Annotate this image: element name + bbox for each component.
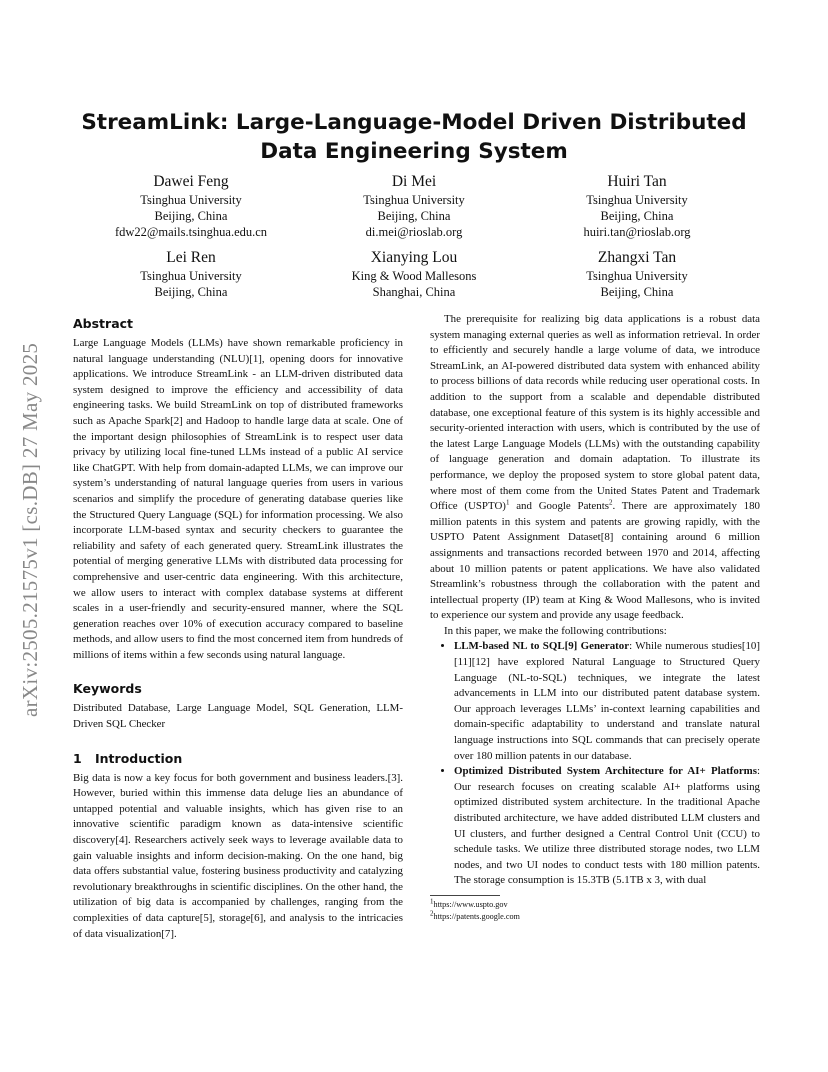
footnote-mark[interactable]: 1	[505, 498, 510, 507]
author-name: Xianying Lou	[370, 249, 458, 266]
paragraph-contributions-intro: In this paper, we make the following contributions:	[444, 624, 667, 637]
keywords-heading: Keywords	[73, 681, 142, 697]
author-affiliation: Tsinghua University	[140, 269, 242, 283]
author-location: Beijing, China	[154, 285, 228, 299]
contribution-text: : Our research focuses on creating scalable AI+ platforms using optimized distributed system architecture. In the traditional Apache distributed architecture, we have added distributed LLM clusters and UI clusters, and further designed a Central Control Unit (CCU) to schedule tasks. We utilize three distributed storage nodes, two LLM nodes, and two UI nodes to conduct tests with 180 million patents. The storage consumption is 15.3TB (5.1TB x 3, with dual	[454, 765, 760, 887]
author-name: Lei Ren	[166, 249, 216, 266]
list-item	[454, 639, 760, 764]
paper-title: StreamLink: Large-Language-Model Driven Distributed Data Engineering System	[81, 110, 747, 164]
paragraph-text: The prerequisite for realizing big data applications is a robust data system managing external queries as well as information retrieval. In order to efficiently and securely handle a large volume of data, we introduce StreamLink, an AI-powered distributed data system with enhanced ability to process billions of data records while reducing user operational costs. In addition to the support from a scalable and dependable distributed database, one exceptional feature of this system is its highly accessible and security-oriented interaction with users, which is contributed by the use of the latest Large Language Models (LLMs) with the outstanding capability of language generation and domain adaptation. To illustrate its performance, we deploy the proposed system to store global patent data, where most of them come from the United States Patent and Trademark Office (USPTO)	[430, 313, 760, 513]
author-card	[80, 248, 302, 300]
footnote-link[interactable]: https://patents.google.com	[433, 911, 520, 921]
author-card	[303, 172, 525, 240]
left-column	[73, 312, 403, 942]
introduction-heading	[73, 751, 403, 767]
author-location: Beijing, China	[600, 209, 674, 223]
author-email: huiri.tan@rioslab.org	[583, 225, 691, 239]
section-number: 1	[73, 750, 82, 766]
author-name: Zhangxi Tan	[597, 249, 677, 266]
author-row-1	[80, 172, 748, 240]
section-title: Introduction	[95, 750, 183, 766]
footnote	[430, 911, 760, 923]
abstract-text: Large Language Models (LLMs) have shown remarkable proficiency in natural language understanding (NLU)[1], opening doors for innovative applications. We introduce StreamLink - an LLM-driven distributed data system designed to improve the efficiency and accessibility of data engineering tasks. We build StreamLink on top of distributed frameworks such as Apache Spark[2] and Hadoop to handle large data at scale. One of the important design philosophies of StreamLink is to respect user data privacy by utilizing local fine-tuned LLMs instead of a public AI service like ChatGPT. With help from domain-adapted LLMs, we can improve our system’s understanding of natural language queries from users in various scenarios and simplify the procedure of generating database queries like the Structured Query Language (SQL) for information processing. We also incorporate LLM-based syntax and security checkers to guarantee the reliability and safety of each generated query. StreamLink illustrates the potential of merging generative LLMs with distributed data processing for comprehensive and user-centric data engineering. With this architecture, we allow users to interact with complex database systems at different scales in a user-friendly and security-ensured manner, where the SQL generation reaches over 10% of execution accuracy compared to baseline methods, and allow users to find the most concerned item from hundreds of millions of items within a few seconds using natural language.	[73, 337, 403, 661]
author-card	[526, 172, 748, 240]
author-location: Beijing, China	[600, 285, 674, 299]
contributions-list	[430, 639, 760, 889]
paragraph-text: and Google Patents	[509, 500, 609, 513]
author-card	[526, 248, 748, 300]
contribution-label: Optimized Distributed System Architecture for AI+ Platforms	[454, 765, 757, 778]
author-email: di.mei@rioslab.org	[365, 225, 463, 239]
arxiv-identifier: arXiv:2505.21575v1 [cs.DB] 27 May 2025	[18, 342, 42, 718]
author-block	[80, 172, 748, 308]
author-affiliation: Tsinghua University	[586, 269, 688, 283]
footnote-number: 1	[430, 897, 434, 906]
author-affiliation: Tsinghua University	[586, 193, 688, 207]
author-affiliation: King & Wood Mallesons	[351, 269, 477, 283]
author-location: Beijing, China	[377, 209, 451, 223]
footnote-mark[interactable]: 2	[608, 498, 613, 507]
author-name: Dawei Feng	[153, 173, 229, 190]
footnote-number: 2	[430, 909, 434, 918]
paragraph-text: . There are approximately 180 million patents in this system and patents are growing rapidly, with the USPTO Patent Assignment Dataset[8] containing around 6 million assignments and transactions recorded between 1970 and 2014, affecting about 10 million patents or patent applications. We have also validated Streamlink’s robustness through the collaboration with the patent and intellectual property (IP) team at King & Wood Mallesons, who is invited to experience our system and provide any usage feedback.	[430, 500, 760, 622]
author-card	[303, 248, 525, 300]
author-card	[80, 172, 302, 240]
footnote-link[interactable]: https://www.uspto.gov	[433, 899, 508, 909]
author-affiliation: Tsinghua University	[140, 193, 242, 207]
author-name: Huiri Tan	[607, 173, 667, 190]
abstract-heading: Abstract	[73, 316, 134, 331]
keywords-text: Distributed Database, Large Language Model, SQL Generation, LLM-Driven SQL Checker	[73, 702, 403, 731]
author-row-2	[80, 248, 748, 300]
introduction-text: Big data is now a key focus for both government and business leaders.[3]. However, buried within this immense data deluge lies an abundance of untapped potential and valuable insights, which has given rise to an innovative scientific paradigm known as data-intensive scientific discovery[4]. Researchers actively seek ways to leverage available data to gain valuable insights and inform decision-making. On the one hand, big data offers substantial value, fostering business productivity and catalyzing revolutionary breakthroughs in scientific disciplines. On the other hand, the utilization of big data is accompanied by challenges, ranging from the complexities of data capture[5], storage[6], and analysis to the intricacies of data visualization[7].	[73, 771, 403, 940]
author-affiliation: Tsinghua University	[363, 193, 465, 207]
author-email: fdw22@mails.tsinghua.edu.cn	[114, 225, 268, 239]
contribution-label: LLM-based NL to SQL[9] Generator	[454, 640, 630, 653]
footnote	[430, 899, 760, 911]
right-column	[430, 312, 760, 923]
author-location: Beijing, China	[154, 209, 228, 223]
contribution-text: : While numerous studies[10][11][12] have explored Natural Language to Structured Query Language (NL-to-SQL) techniques, we integrate the latest advancements in LLM into our distributed patent database system. Our approach leverages LLMs’ in-context learning capabilities and domain-specific adaptability to understand and translate natural language instructions into SQL commands that can precisely operate over 180 million patents in our database.	[454, 640, 760, 762]
author-name: Di Mei	[391, 173, 437, 190]
paragraph-prerequisite	[430, 312, 760, 624]
list-item	[454, 764, 760, 889]
footnote-divider	[430, 895, 500, 896]
author-location: Shanghai, China	[372, 285, 456, 299]
